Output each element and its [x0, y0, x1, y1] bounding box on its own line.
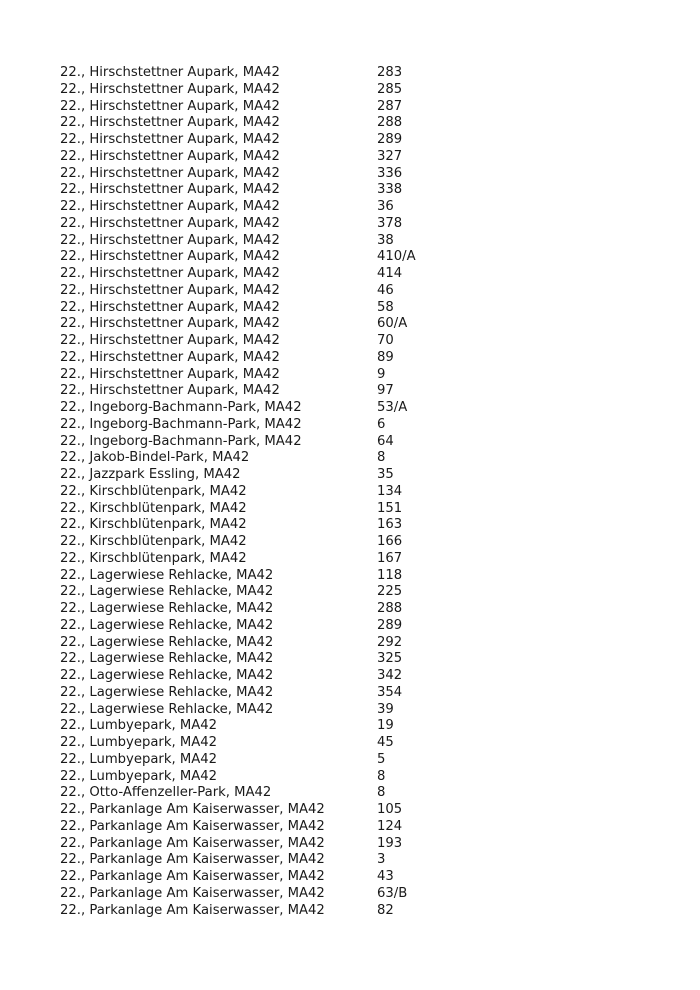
location-number: 167 [377, 550, 403, 566]
location-name: 22., Lumbyepark, MA42 [60, 718, 218, 734]
list-row [60, 434, 660, 451]
location-number: 193 [377, 835, 403, 851]
list-row [60, 685, 660, 702]
location-number: 338 [377, 182, 403, 198]
location-number: 287 [377, 98, 403, 114]
list-row [60, 99, 660, 116]
list-row [60, 350, 660, 367]
list-row [60, 752, 660, 769]
location-number: 105 [377, 802, 403, 817]
location-name: 22., Parkanlage Am Kaiserwasser, MA42 [60, 885, 325, 901]
list-row [60, 517, 660, 534]
location-name: 22., Lagerwiese Rehlacke, MA42 [60, 651, 274, 667]
list-row [60, 852, 660, 869]
list-row [60, 718, 660, 735]
list-row [60, 316, 660, 333]
location-name: 22., Hirschstettner Aupark, MA42 [60, 165, 280, 181]
list-row [60, 400, 660, 417]
location-number: 46 [377, 282, 394, 298]
list-row [60, 283, 660, 300]
location-number: 60/A [377, 316, 408, 332]
list-row [60, 166, 660, 183]
location-name: 22., Kirschblütenpark, MA42 [60, 483, 247, 499]
list-row [60, 249, 660, 266]
list-row [60, 618, 660, 635]
location-number: 5 [377, 751, 386, 767]
location-name: 22., Hirschstettner Aupark, MA42 [60, 215, 280, 231]
location-number: 89 [377, 349, 394, 365]
location-number: 53/A [377, 400, 408, 415]
location-number: 43 [377, 869, 394, 884]
location-name: 22., Hirschstettner Aupark, MA42 [60, 316, 280, 332]
location-name: 22., Hirschstettner Aupark, MA42 [60, 182, 280, 198]
location-name: 22., Kirschblütenpark, MA42 [60, 517, 247, 533]
location-number: 3 [377, 852, 386, 868]
location-number: 285 [377, 81, 403, 97]
location-name: 22., Lagerwiese Rehlacke, MA42 [60, 668, 274, 683]
location-name: 22., Hirschstettner Aupark, MA42 [60, 299, 280, 315]
location-number: 38 [377, 232, 394, 248]
location-name: 22., Hirschstettner Aupark, MA42 [60, 115, 280, 131]
location-name: 22., Hirschstettner Aupark, MA42 [60, 349, 280, 365]
location-number: 378 [377, 215, 403, 231]
location-name: 22., Parkanlage Am Kaiserwasser, MA42 [60, 802, 325, 817]
list-row [60, 383, 660, 400]
location-number: 6 [377, 416, 386, 432]
list-row [60, 149, 660, 166]
list-row [60, 417, 660, 434]
list-row [60, 467, 660, 484]
location-number: 283 [377, 65, 403, 80]
location-number: 58 [377, 299, 394, 315]
location-name: 22., Ingeborg-Bachmann-Park, MA42 [60, 416, 302, 432]
list-row [60, 836, 660, 853]
location-number: 8 [377, 768, 386, 784]
location-number: 64 [377, 433, 394, 449]
location-number: 225 [377, 584, 403, 600]
list-row [60, 534, 660, 551]
list-row [60, 635, 660, 652]
location-list [60, 65, 660, 919]
location-number: 19 [377, 718, 394, 734]
list-row [60, 65, 660, 82]
location-number: 325 [377, 651, 403, 667]
location-name: 22., Kirschblütenpark, MA42 [60, 500, 247, 516]
location-name: 22., Hirschstettner Aupark, MA42 [60, 282, 280, 298]
location-number: 163 [377, 517, 403, 533]
location-name: 22., Hirschstettner Aupark, MA42 [60, 148, 280, 164]
location-number: 288 [377, 115, 403, 131]
location-number: 134 [377, 483, 403, 499]
location-name: 22., Hirschstettner Aupark, MA42 [60, 98, 280, 114]
location-number: 151 [377, 500, 403, 516]
location-number: 354 [377, 684, 403, 700]
list-row [60, 333, 660, 350]
location-name: 22., Hirschstettner Aupark, MA42 [60, 132, 280, 147]
location-number: 8 [377, 785, 386, 801]
list-row [60, 903, 660, 920]
location-name: 22., Parkanlage Am Kaiserwasser, MA42 [60, 902, 325, 918]
location-name: 22., Lagerwiese Rehlacke, MA42 [60, 634, 274, 650]
location-name: 22., Lagerwiese Rehlacke, MA42 [60, 701, 274, 717]
location-name: 22., Kirschblütenpark, MA42 [60, 534, 247, 549]
location-name: 22., Parkanlage Am Kaiserwasser, MA42 [60, 818, 325, 834]
location-name: 22., Lumbyepark, MA42 [60, 768, 218, 784]
location-number: 336 [377, 165, 403, 181]
location-number: 35 [377, 467, 394, 482]
location-name: 22., Hirschstettner Aupark, MA42 [60, 65, 280, 80]
list-row [60, 869, 660, 886]
location-number: 410/A [377, 249, 416, 265]
location-name: 22., Lumbyepark, MA42 [60, 735, 218, 750]
location-name: 22., Parkanlage Am Kaiserwasser, MA42 [60, 869, 325, 884]
location-number: 36 [377, 199, 394, 214]
location-number: 327 [377, 148, 403, 164]
location-number: 97 [377, 383, 394, 399]
location-name: 22., Lagerwiese Rehlacke, MA42 [60, 584, 274, 600]
list-row [60, 651, 660, 668]
location-name: 22., Lagerwiese Rehlacke, MA42 [60, 601, 274, 616]
location-name: 22., Hirschstettner Aupark, MA42 [60, 266, 280, 281]
list-row [60, 233, 660, 250]
location-number: 166 [377, 534, 403, 549]
location-number: 39 [377, 701, 394, 717]
list-row [60, 584, 660, 601]
location-number: 9 [377, 366, 386, 382]
location-number: 82 [377, 902, 394, 918]
list-row [60, 367, 660, 384]
location-name: 22., Hirschstettner Aupark, MA42 [60, 366, 280, 382]
location-number: 118 [377, 567, 403, 583]
list-row [60, 115, 660, 132]
location-name: 22., Ingeborg-Bachmann-Park, MA42 [60, 433, 302, 449]
list-row [60, 568, 660, 585]
list-row [60, 450, 660, 467]
location-name: 22., Lagerwiese Rehlacke, MA42 [60, 684, 274, 700]
location-number: 342 [377, 668, 403, 683]
location-name: 22., Hirschstettner Aupark, MA42 [60, 199, 280, 214]
list-row [60, 132, 660, 149]
list-row [60, 216, 660, 233]
location-name: 22., Hirschstettner Aupark, MA42 [60, 383, 280, 399]
list-row [60, 300, 660, 317]
list-row [60, 819, 660, 836]
list-row [60, 82, 660, 99]
location-number: 414 [377, 266, 403, 281]
location-name: 22., Otto-Affenzeller-Park, MA42 [60, 785, 272, 801]
list-row [60, 501, 660, 518]
location-name: 22., Lumbyepark, MA42 [60, 751, 218, 767]
location-name: 22., Hirschstettner Aupark, MA42 [60, 81, 280, 97]
location-number: 8 [377, 450, 386, 466]
location-name: 22., Hirschstettner Aupark, MA42 [60, 232, 280, 248]
list-row [60, 266, 660, 283]
list-row [60, 551, 660, 568]
list-row [60, 484, 660, 501]
list-row [60, 785, 660, 802]
list-row [60, 668, 660, 685]
location-name: 22., Parkanlage Am Kaiserwasser, MA42 [60, 852, 325, 868]
location-name: 22., Hirschstettner Aupark, MA42 [60, 333, 280, 348]
location-number: 288 [377, 601, 403, 616]
list-row [60, 769, 660, 786]
list-row [60, 802, 660, 819]
location-number: 45 [377, 735, 394, 750]
location-name: 22., Hirschstettner Aupark, MA42 [60, 249, 280, 265]
location-name: 22., Parkanlage Am Kaiserwasser, MA42 [60, 835, 325, 851]
location-number: 289 [377, 132, 403, 147]
location-name: 22., Ingeborg-Bachmann-Park, MA42 [60, 400, 302, 415]
list-row [60, 702, 660, 719]
location-number: 63/B [377, 885, 408, 901]
location-number: 70 [377, 333, 394, 348]
location-number: 124 [377, 818, 403, 834]
list-row [60, 886, 660, 903]
list-row [60, 182, 660, 199]
location-number: 292 [377, 634, 403, 650]
list-row [60, 735, 660, 752]
list-row [60, 601, 660, 618]
location-name: 22., Jakob-Bindel-Park, MA42 [60, 450, 250, 466]
location-name: 22., Lagerwiese Rehlacke, MA42 [60, 567, 274, 583]
location-name: 22., Kirschblütenpark, MA42 [60, 550, 247, 566]
location-name: 22., Jazzpark Essling, MA42 [60, 467, 241, 482]
location-number: 289 [377, 617, 403, 633]
location-name: 22., Lagerwiese Rehlacke, MA42 [60, 617, 274, 633]
list-row [60, 199, 660, 216]
